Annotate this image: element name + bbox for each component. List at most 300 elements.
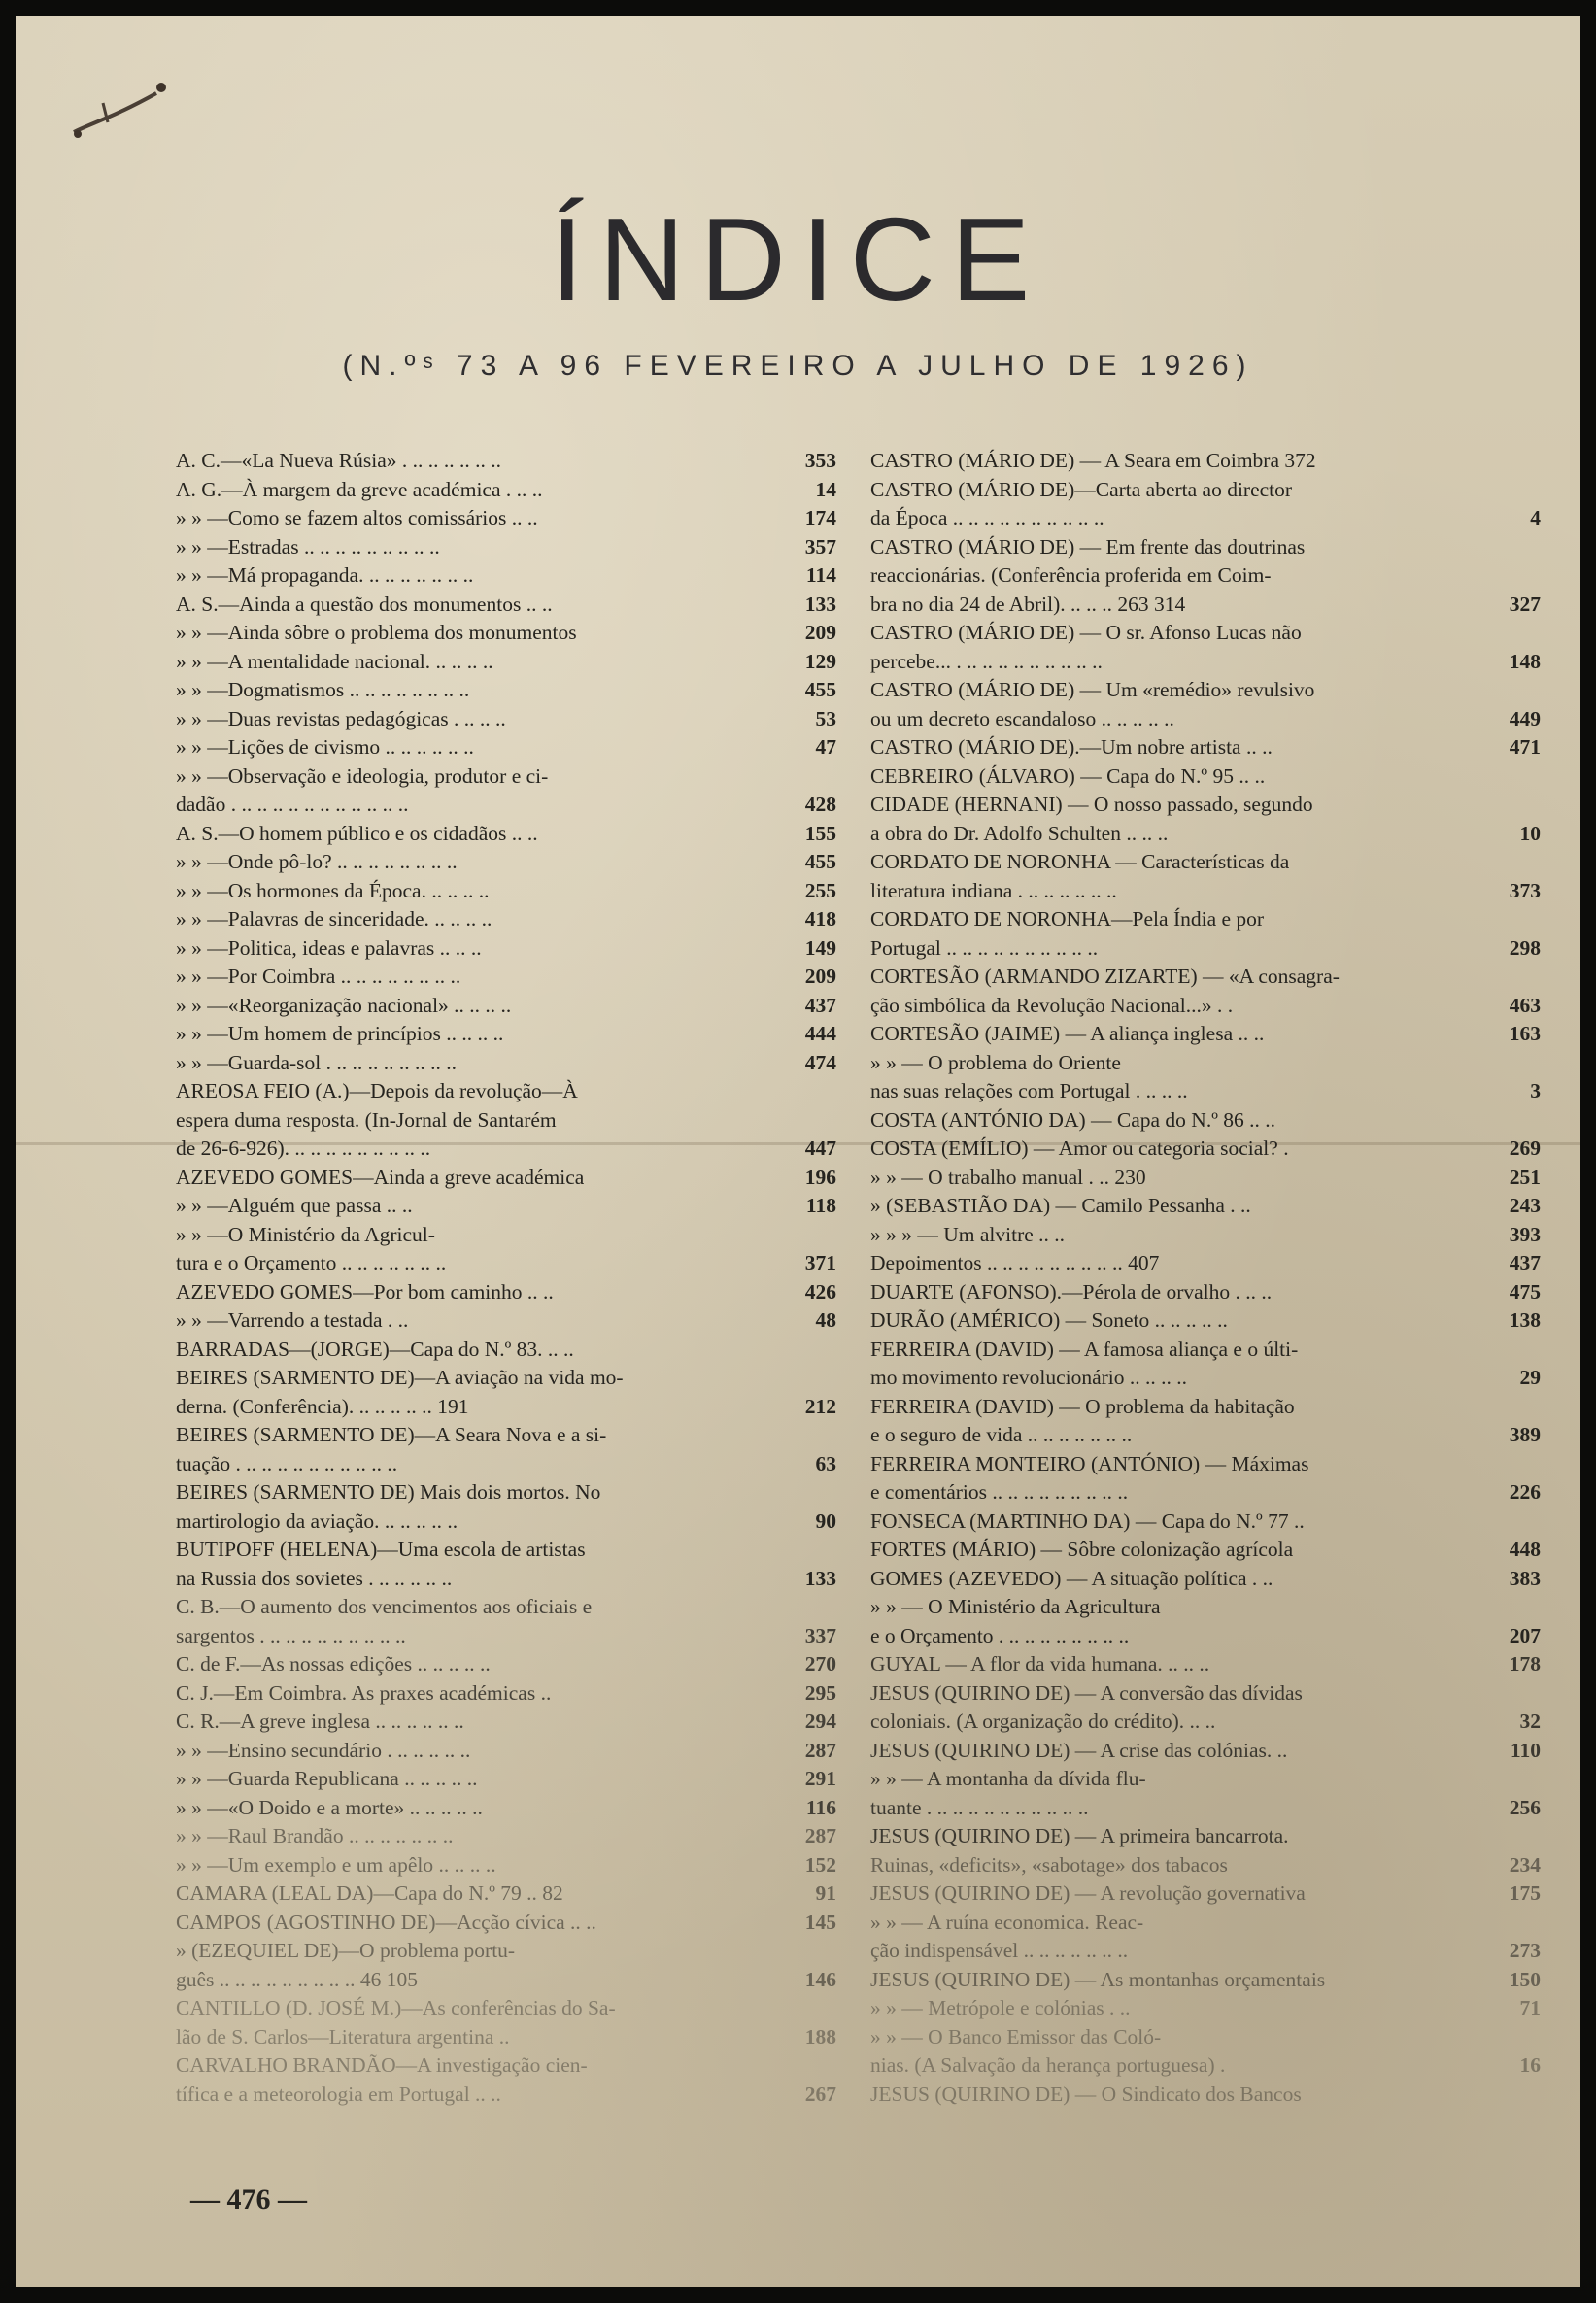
index-entry bbox=[176, 1278, 856, 1307]
entry-page-number: 148 bbox=[1509, 649, 1541, 673]
entry-text: » » —Dogmatismos .. .. .. .. .. .. .. .. bbox=[176, 678, 470, 701]
index-entry bbox=[870, 504, 1560, 533]
entry-text: DUARTE (AFONSO).—Pérola de orvalho . .. .. bbox=[870, 1279, 1273, 1304]
entry-page-number: 448 bbox=[1509, 1538, 1541, 1561]
entry-page-number: 4 bbox=[1530, 506, 1541, 529]
entry-text: » » — O Banco Emissor das Coló- bbox=[870, 2024, 1162, 2049]
entry-text: A. G.—À margem da greve académica . .. .. bbox=[176, 477, 543, 501]
index-entry bbox=[176, 1679, 856, 1709]
index-entry bbox=[176, 1221, 856, 1250]
entry-text: JESUS (QUIRINO DE) — A crise das colónias. .. bbox=[870, 1738, 1288, 1762]
entry-text: bra no dia 24 de Abril). .. .. .. 263 314 bbox=[870, 592, 1186, 616]
entry-text: Depoimentos .. .. .. .. .. .. .. .. .. 407 bbox=[870, 1251, 1160, 1274]
entry-text: » » — Metrópole e colónias . .. bbox=[870, 1996, 1131, 2019]
index-entry bbox=[870, 561, 1560, 591]
entry-text: CAMPOS (AGOSTINHO DE)—Acção cívica .. .. bbox=[176, 1910, 596, 1934]
index-entry bbox=[176, 1851, 856, 1880]
index-entry bbox=[176, 848, 856, 877]
entry-page-number: 116 bbox=[805, 1795, 836, 1819]
entry-page-number: 71 bbox=[1519, 1996, 1541, 2019]
index-entry bbox=[176, 1336, 856, 1365]
index-entry bbox=[176, 1020, 856, 1049]
index-entry bbox=[870, 476, 1560, 505]
entry-text: CASTRO (MÁRIO DE) — A Seara em Coimbra 372 bbox=[870, 449, 1316, 472]
entry-text: JESUS (QUIRINO DE) — A primeira bancarrota. bbox=[870, 1824, 1289, 1847]
entry-text: » » —A mentalidade nacional. .. .. .. .. bbox=[176, 649, 493, 673]
index-entry bbox=[176, 476, 856, 505]
entry-text: C. de F.—As nossas edições .. .. .. .. .. bbox=[176, 1652, 491, 1676]
entry-page-number: 444 bbox=[804, 1022, 836, 1045]
entry-text: nas suas relações com Portugal . .. .. .. bbox=[870, 1079, 1188, 1102]
page-number: — 476 — bbox=[190, 2184, 307, 2216]
entry-text: » » —Por Coimbra .. .. .. .. .. .. .. .. bbox=[176, 965, 461, 988]
entry-text: » » —Guarda Republicana .. .. .. .. .. bbox=[176, 1767, 478, 1790]
index-entry bbox=[870, 762, 1560, 792]
entry-page-number: 129 bbox=[804, 649, 836, 673]
entry-page-number: 418 bbox=[804, 907, 836, 931]
index-entry bbox=[870, 2081, 1560, 2110]
entry-text: tuação . .. .. .. .. .. .. .. .. .. .. bbox=[176, 1451, 398, 1475]
entry-text: AREOSA FEIO (A.)—Depois da revolução—À bbox=[176, 1079, 578, 1102]
index-entry bbox=[870, 1278, 1560, 1307]
entry-page-number: 255 bbox=[804, 878, 836, 902]
entry-text: CORDATO DE NORONHA—Pela Índia e por bbox=[870, 907, 1265, 931]
entry-page-number: 393 bbox=[1509, 1222, 1541, 1246]
entry-page-number: 209 bbox=[804, 965, 836, 988]
entry-text: Ruinas, «deficits», «sabotage» dos tabacos bbox=[870, 1852, 1228, 1877]
entry-text: BARRADAS—(JORGE)—Capa do N.º 83. .. .. bbox=[176, 1337, 574, 1361]
entry-page-number: 10 bbox=[1519, 821, 1541, 845]
index-entry bbox=[176, 1106, 856, 1135]
index-entry bbox=[870, 1966, 1560, 1995]
index-entry bbox=[870, 1994, 1560, 2023]
entry-text: » » — O trabalho manual . .. 230 bbox=[870, 1165, 1146, 1189]
index-entry bbox=[870, 905, 1560, 934]
entry-text: ou um decreto escandaloso .. .. .. .. .. bbox=[870, 706, 1174, 730]
entry-page-number: 188 bbox=[804, 2024, 836, 2049]
entry-text: A. S.—Ainda a questão dos monumentos .. .. bbox=[176, 592, 553, 616]
index-entry bbox=[176, 1164, 856, 1193]
index-entry bbox=[176, 963, 856, 992]
index-page bbox=[16, 16, 1580, 2287]
entry-text: tuante . .. .. .. .. .. .. .. .. .. .. bbox=[870, 1795, 1089, 1819]
index-entry bbox=[870, 1593, 1560, 1622]
entry-text: BUTIPOFF (HELENA)—Uma escola de artistas bbox=[176, 1538, 586, 1561]
index-entry bbox=[870, 447, 1560, 476]
index-column-left bbox=[176, 447, 856, 2109]
entry-text: » » —Um exemplo e um apêlo .. .. .. .. bbox=[176, 1852, 496, 1877]
index-entry bbox=[176, 619, 856, 648]
index-entry bbox=[176, 1393, 856, 1422]
entry-text: CIDADE (HERNANI) — O nosso passado, segundo bbox=[870, 793, 1313, 816]
index-entry bbox=[176, 1909, 856, 1938]
entry-page-number: 91 bbox=[815, 1881, 836, 1905]
entry-text: JESUS (QUIRINO DE) — A revolução governativa bbox=[870, 1881, 1306, 1905]
entry-text: C. J.—Em Coimbra. As praxes académicas .. bbox=[176, 1680, 552, 1705]
index-entry bbox=[870, 1249, 1560, 1278]
index-entry bbox=[176, 2081, 856, 2110]
index-entry bbox=[176, 1708, 856, 1737]
index-entry bbox=[176, 1536, 856, 1565]
entry-page-number: 373 bbox=[1509, 878, 1541, 902]
index-entry bbox=[176, 992, 856, 1021]
entry-text: espera duma resposta. (In-Jornal de Santarém bbox=[176, 1107, 557, 1132]
entry-text: DURÃO (AMÉRICO) — Soneto .. .. .. .. .. bbox=[870, 1308, 1228, 1332]
index-entry bbox=[176, 877, 856, 906]
entry-text: » » — O problema do Oriente bbox=[870, 1050, 1121, 1074]
entry-page-number: 114 bbox=[805, 563, 836, 587]
entry-page-number: 149 bbox=[804, 935, 836, 960]
entry-page-number: 47 bbox=[815, 735, 836, 759]
index-entry bbox=[176, 1622, 856, 1651]
index-entry bbox=[176, 1364, 856, 1393]
entry-text: AZEVEDO GOMES—Por bom caminho .. .. bbox=[176, 1279, 554, 1304]
entry-page-number: 426 bbox=[804, 1279, 836, 1304]
entry-text: C. R.—A greve inglesa .. .. .. .. .. .. bbox=[176, 1710, 464, 1733]
index-entry bbox=[870, 1650, 1560, 1679]
entry-page-number: 53 bbox=[815, 706, 836, 730]
entry-page-number: 90 bbox=[815, 1508, 836, 1533]
index-entry bbox=[176, 733, 856, 762]
entry-page-number: 209 bbox=[804, 621, 836, 644]
entry-text: CASTRO (MÁRIO DE).—Um nobre artista .. .. bbox=[870, 735, 1273, 759]
index-entry bbox=[870, 1909, 1560, 1938]
entry-text: na Russia dos sovietes . .. .. .. .. .. bbox=[176, 1566, 453, 1590]
entry-text: BEIRES (SARMENTO DE) Mais dois mortos. No bbox=[176, 1480, 601, 1504]
entry-page-number: 447 bbox=[804, 1136, 836, 1160]
entry-text: AZEVEDO GOMES—Ainda a greve académica bbox=[176, 1165, 585, 1189]
index-entry bbox=[176, 504, 856, 533]
entry-text: » » — A ruína economica. Reac- bbox=[870, 1910, 1144, 1934]
entry-page-number: 175 bbox=[1509, 1881, 1541, 1905]
index-entry bbox=[176, 1650, 856, 1679]
index-entry bbox=[176, 447, 856, 476]
entry-page-number: 437 bbox=[804, 993, 836, 1017]
entry-page-number: 298 bbox=[1509, 935, 1541, 960]
index-entry bbox=[176, 1565, 856, 1594]
index-entry bbox=[176, 1880, 856, 1909]
index-entry bbox=[870, 1679, 1560, 1709]
entry-text: C. B.—O aumento dos vencimentos aos oficiais e bbox=[176, 1595, 593, 1618]
entry-text: percebe... . .. .. .. .. .. .. .. .. .. bbox=[870, 649, 1103, 673]
index-entry bbox=[870, 1306, 1560, 1336]
index-entry bbox=[870, 2023, 1560, 2052]
entry-page-number: 471 bbox=[1509, 735, 1541, 759]
index-entry bbox=[870, 934, 1560, 964]
entry-page-number: 178 bbox=[1509, 1652, 1541, 1676]
entry-text: lão de S. Carlos—Literatura argentina .. bbox=[176, 2024, 510, 2049]
entry-text: GUYAL — A flor da vida humana. .. .. .. bbox=[870, 1652, 1210, 1676]
entry-text: CORTESÃO (JAIME) — A aliança inglesa .. .. bbox=[870, 1022, 1265, 1045]
entry-page-number: 383 bbox=[1509, 1566, 1541, 1590]
index-entry bbox=[176, 1049, 856, 1078]
entry-page-number: 110 bbox=[1510, 1738, 1541, 1762]
entry-page-number: 474 bbox=[804, 1050, 836, 1074]
entry-page-number: 212 bbox=[804, 1394, 836, 1418]
index-entry bbox=[176, 1421, 856, 1450]
index-entry bbox=[870, 1106, 1560, 1135]
index-entry bbox=[870, 1164, 1560, 1193]
entry-text: » (SEBASTIÃO DA) — Camilo Pessanha . .. bbox=[870, 1194, 1251, 1217]
index-entry bbox=[870, 1049, 1560, 1078]
entry-page-number: 267 bbox=[804, 2082, 836, 2106]
index-entry bbox=[870, 820, 1560, 849]
index-entry bbox=[176, 705, 856, 734]
index-entry bbox=[176, 1306, 856, 1336]
entry-text: FORTES (MÁRIO) — Sôbre colonização agrícola bbox=[870, 1538, 1294, 1561]
index-entry bbox=[870, 963, 1560, 992]
entry-page-number: 291 bbox=[804, 1767, 836, 1790]
entry-text: CASTRO (MÁRIO DE)—Carta aberta ao director bbox=[870, 477, 1293, 501]
index-entry bbox=[870, 676, 1560, 705]
entry-text: » » —Varrendo a testada . .. bbox=[176, 1308, 409, 1332]
index-entry bbox=[176, 791, 856, 820]
entry-text: » » — O Ministério da Agricultura bbox=[870, 1595, 1161, 1618]
entry-page-number: 3 bbox=[1530, 1079, 1541, 1102]
entry-text: BEIRES (SARMENTO DE)—A Seara Nova e a si- bbox=[176, 1423, 607, 1446]
entry-text: » » —Ainda sôbre o problema dos monumentos bbox=[176, 621, 577, 644]
index-entry bbox=[870, 733, 1560, 762]
entry-text: FERREIRA (DAVID) — A famosa aliança e o últi- bbox=[870, 1337, 1299, 1361]
entry-text: » » —Duas revistas pedagógicas . .. .. .. bbox=[176, 706, 506, 730]
index-entry bbox=[176, 1966, 856, 1995]
entry-page-number: 48 bbox=[815, 1308, 836, 1332]
entry-text: FONSECA (MARTINHO DA) — Capa do N.º 77 .. bbox=[870, 1508, 1305, 1533]
entry-page-number: 146 bbox=[804, 1967, 836, 1991]
entry-text: » » —Estradas .. .. .. .. .. .. .. .. .. bbox=[176, 534, 440, 559]
entry-text: A. C.—«La Nueva Rúsia» . .. .. .. .. .. .. bbox=[176, 449, 502, 472]
entry-page-number: 428 bbox=[804, 793, 836, 816]
entry-page-number: 327 bbox=[1509, 592, 1541, 616]
entry-text: nias. (A Salvação da herança portuguesa) . bbox=[870, 2053, 1226, 2077]
index-entry bbox=[870, 1794, 1560, 1823]
index-entry bbox=[870, 992, 1560, 1021]
entry-text: e comentários .. .. .. .. .. .. .. .. .. bbox=[870, 1480, 1129, 1504]
entry-text: da Época .. .. .. .. .. .. .. .. .. .. bbox=[870, 506, 1104, 529]
entry-text: JESUS (QUIRINO DE) — As montanhas orçamentais bbox=[870, 1967, 1326, 1991]
issue-range-subtitle: (N.ºˢ 73 A 96 FEVEREIRO A JULHO DE 1926) bbox=[342, 350, 1254, 382]
entry-text: FERREIRA (DAVID) — O problema da habitação bbox=[870, 1394, 1295, 1418]
index-entry bbox=[176, 1737, 856, 1766]
index-entry bbox=[870, 1851, 1560, 1880]
entry-text: reaccionárias. (Conferência proferida em Coim- bbox=[870, 563, 1272, 587]
entry-page-number: 287 bbox=[804, 1824, 836, 1847]
entry-text: e o seguro de vida .. .. .. .. .. .. .. bbox=[870, 1423, 1133, 1446]
entry-text: » » —Os hormones da Época. .. .. .. .. bbox=[176, 878, 490, 902]
index-entry bbox=[176, 591, 856, 620]
entry-page-number: 371 bbox=[804, 1251, 836, 1274]
index-entry bbox=[176, 1249, 856, 1278]
entry-page-number: 449 bbox=[1509, 706, 1541, 730]
entry-text: CAMARA (LEAL DA)—Capa do N.º 79 .. 82 bbox=[176, 1881, 563, 1905]
entry-page-number: 174 bbox=[804, 506, 836, 529]
entry-text: tífica e a meteorologia em Portugal .. .. bbox=[176, 2082, 501, 2106]
entry-text: » » —Um homem de princípios .. .. .. .. bbox=[176, 1022, 504, 1045]
index-entry bbox=[176, 1822, 856, 1851]
index-entry bbox=[176, 533, 856, 562]
entry-text: » » —Guarda-sol . .. .. .. .. .. .. .. .. bbox=[176, 1050, 458, 1074]
entry-page-number: 256 bbox=[1509, 1795, 1541, 1819]
entry-text: » » —Onde pô-lo? .. .. .. .. .. .. .. .. bbox=[176, 850, 458, 873]
index-entry bbox=[176, 676, 856, 705]
entry-text: CASTRO (MÁRIO DE) — Em frente das doutrinas bbox=[870, 534, 1306, 559]
entry-text: CARVALHO BRANDÃO—A investigação cien- bbox=[176, 2053, 588, 2077]
entry-page-number: 138 bbox=[1509, 1308, 1541, 1332]
entry-text: » » —Má propaganda. .. .. .. .. .. .. .. bbox=[176, 563, 474, 587]
entry-page-number: 251 bbox=[1509, 1165, 1541, 1189]
index-entry bbox=[176, 1937, 856, 1966]
index-entry bbox=[870, 1450, 1560, 1479]
entry-text: » » —Lições de civismo .. .. .. .. .. .. bbox=[176, 735, 474, 759]
index-entry bbox=[870, 1135, 1560, 1164]
entry-text: » » —Alguém que passa .. .. bbox=[176, 1194, 413, 1217]
entry-text: Portugal .. .. .. .. .. .. .. .. .. .. bbox=[870, 935, 1099, 960]
entry-page-number: 29 bbox=[1519, 1366, 1541, 1389]
entry-text: A. S.—O homem público e os cidadãos .. .. bbox=[176, 821, 538, 845]
entry-text: » » —Como se fazem altos comissários .. .. bbox=[176, 506, 538, 529]
index-entry bbox=[176, 1994, 856, 2023]
index-entry bbox=[870, 1421, 1560, 1450]
index-entry bbox=[870, 1077, 1560, 1106]
index-entry bbox=[870, 1507, 1560, 1537]
index-entry bbox=[176, 1450, 856, 1479]
entry-text: » » —Raul Brandão .. .. .. .. .. .. .. bbox=[176, 1824, 454, 1847]
index-entry bbox=[870, 1708, 1560, 1737]
entry-text: » » » — Um alvitre .. .. bbox=[870, 1222, 1066, 1246]
entry-page-number: 437 bbox=[1509, 1251, 1541, 1274]
index-column-right bbox=[870, 447, 1560, 2109]
entry-page-number: 14 bbox=[815, 477, 836, 501]
index-entry bbox=[176, 1478, 856, 1507]
entry-page-number: 207 bbox=[1509, 1623, 1541, 1647]
entry-text: dadão . .. .. .. .. .. .. .. .. .. .. .. bbox=[176, 793, 409, 816]
index-entry bbox=[870, 648, 1560, 677]
entry-text: a obra do Dr. Adolfo Schulten .. .. .. bbox=[870, 821, 1169, 845]
index-entry bbox=[870, 1393, 1560, 1422]
entry-page-number: 270 bbox=[804, 1652, 836, 1676]
entry-text: COSTA (EMÍLIO) — Amor ou categoria social? . bbox=[870, 1136, 1289, 1160]
entry-page-number: 463 bbox=[1509, 993, 1541, 1017]
index-entry bbox=[176, 561, 856, 591]
entry-page-number: 294 bbox=[804, 1710, 836, 1733]
entry-page-number: 287 bbox=[804, 1738, 836, 1762]
index-entry bbox=[870, 1765, 1560, 1794]
index-entry bbox=[870, 619, 1560, 648]
entry-page-number: 118 bbox=[805, 1194, 836, 1217]
entry-page-number: 234 bbox=[1509, 1852, 1541, 1877]
entry-page-number: 243 bbox=[1509, 1194, 1541, 1217]
entry-text: » » —Politica, ideas e palavras .. .. .. bbox=[176, 935, 482, 960]
index-entry bbox=[176, 648, 856, 677]
entry-page-number: 150 bbox=[1509, 1967, 1541, 1991]
index-entry bbox=[176, 2023, 856, 2052]
entry-text: literatura indiana . .. .. .. .. .. .. bbox=[870, 878, 1117, 902]
entry-page-number: 133 bbox=[804, 1566, 836, 1590]
entry-text: » » —Ensino secundário . .. .. .. .. .. bbox=[176, 1738, 471, 1762]
index-entry bbox=[176, 934, 856, 964]
entry-page-number: 455 bbox=[804, 850, 836, 873]
index-entry bbox=[870, 1478, 1560, 1507]
entry-page-number: 32 bbox=[1519, 1710, 1541, 1733]
index-entry bbox=[176, 1765, 856, 1794]
entry-text: » » —Palavras de sinceridade. .. .. .. .. bbox=[176, 907, 492, 931]
entry-text: » (EZEQUIEL DE)—O problema portu- bbox=[176, 1939, 516, 1962]
entry-text: FERREIRA MONTEIRO (ANTÓNIO) — Máximas bbox=[870, 1451, 1309, 1475]
index-entry bbox=[176, 1593, 856, 1622]
entry-text: CANTILLO (D. JOSÉ M.)—As conferências do Sa- bbox=[176, 1996, 616, 2019]
entry-text: ção indispensável .. .. .. .. .. .. .. bbox=[870, 1939, 1129, 1962]
index-entry bbox=[176, 1507, 856, 1537]
index-entry bbox=[176, 905, 856, 934]
index-entry bbox=[870, 791, 1560, 820]
entry-text: mo movimento revolucionário .. .. .. .. bbox=[870, 1366, 1188, 1389]
entry-page-number: 133 bbox=[804, 592, 836, 616]
entry-text: » » —«O Doido e a morte» .. .. .. .. .. bbox=[176, 1795, 483, 1819]
entry-page-number: 389 bbox=[1509, 1423, 1541, 1446]
entry-text: » » —O Ministério da Agricul- bbox=[176, 1222, 435, 1246]
entry-page-number: 353 bbox=[804, 449, 836, 472]
index-entry bbox=[870, 1364, 1560, 1393]
entry-text: » » —«Reorganização nacional» .. .. .. .. bbox=[176, 993, 512, 1017]
entry-text: derna. (Conferência). .. .. .. .. .. 191 bbox=[176, 1394, 469, 1418]
entry-text: JESUS (QUIRINO DE) — A conversão das dívidas bbox=[870, 1680, 1303, 1705]
entry-text: CORTESÃO (ARMANDO ZIZARTE) — «A consagra- bbox=[870, 965, 1340, 988]
entry-text: e o Orçamento . .. .. .. .. .. .. .. .. bbox=[870, 1623, 1130, 1647]
index-entry bbox=[870, 1880, 1560, 1909]
index-entry bbox=[870, 1336, 1560, 1365]
index-entry bbox=[870, 1737, 1560, 1766]
index-entry bbox=[870, 1192, 1560, 1221]
entry-page-number: 152 bbox=[804, 1852, 836, 1877]
entry-page-number: 357 bbox=[804, 534, 836, 559]
index-entry bbox=[870, 1565, 1560, 1594]
entry-text: » » — A montanha da dívida flu- bbox=[870, 1767, 1146, 1790]
ink-scribble-mark bbox=[64, 64, 181, 171]
index-entry bbox=[176, 1192, 856, 1221]
entry-text: COSTA (ANTÓNIO DA) — Capa do N.º 86 .. .. bbox=[870, 1107, 1275, 1132]
entry-page-number: 226 bbox=[1509, 1480, 1541, 1504]
entry-text: CASTRO (MÁRIO DE) — Um «remédio» revulsivo bbox=[870, 678, 1315, 701]
entry-page-number: 337 bbox=[804, 1623, 836, 1647]
entry-page-number: 455 bbox=[804, 678, 836, 701]
entry-page-number: 155 bbox=[804, 821, 836, 845]
index-entry bbox=[870, 2051, 1560, 2081]
entry-text: JESUS (QUIRINO DE) — O Sindicato dos Bancos bbox=[870, 2082, 1302, 2106]
entry-text: guês .. .. .. .. .. .. .. .. .. 46 105 bbox=[176, 1967, 419, 1991]
index-entry bbox=[176, 1077, 856, 1106]
entry-page-number: 196 bbox=[804, 1165, 836, 1189]
entry-text: » » —Observação e ideologia, produtor e ci- bbox=[176, 763, 549, 788]
entry-page-number: 63 bbox=[815, 1451, 836, 1475]
entry-page-number: 475 bbox=[1509, 1279, 1541, 1304]
index-entry bbox=[870, 1622, 1560, 1651]
entry-text: de 26-6-926). .. .. .. .. .. .. .. .. .. bbox=[176, 1136, 431, 1160]
entry-page-number: 145 bbox=[804, 1910, 836, 1934]
index-entry bbox=[176, 820, 856, 849]
entry-text: sargentos . .. .. .. .. .. .. .. .. .. bbox=[176, 1623, 406, 1647]
index-entry bbox=[870, 1822, 1560, 1851]
entry-text: martirologio da aviação. .. .. .. .. .. bbox=[176, 1508, 458, 1533]
index-entry bbox=[870, 1937, 1560, 1966]
entry-page-number: 163 bbox=[1509, 1022, 1541, 1045]
index-entry bbox=[176, 2051, 856, 2081]
index-entry bbox=[870, 533, 1560, 562]
index-entry bbox=[870, 1536, 1560, 1565]
entry-text: CASTRO (MÁRIO DE) — O sr. Afonso Lucas não bbox=[870, 621, 1302, 644]
index-entry bbox=[870, 591, 1560, 620]
entry-text: GOMES (AZEVEDO) — A situação política . .. bbox=[870, 1566, 1273, 1590]
entry-text: tura e o Orçamento .. .. .. .. .. .. .. bbox=[176, 1251, 447, 1274]
